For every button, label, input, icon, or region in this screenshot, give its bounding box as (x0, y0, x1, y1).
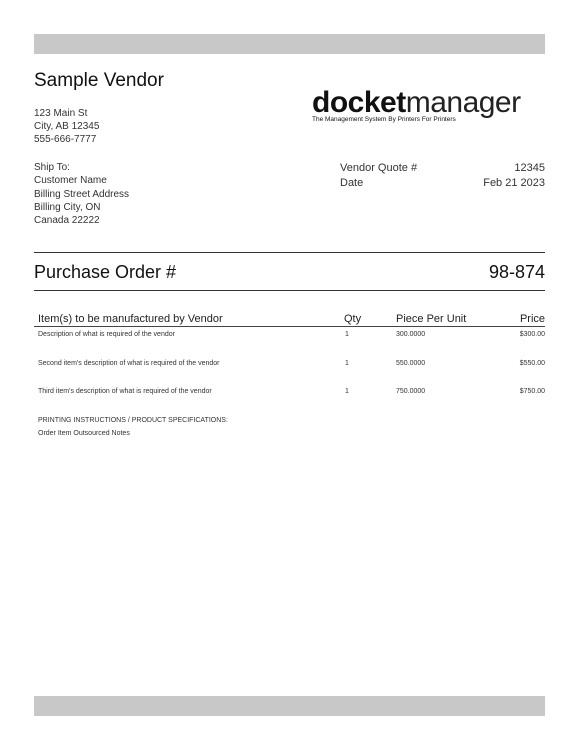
ship-to-block (34, 161, 129, 227)
row-description: Description of what is required of the vendor (38, 331, 175, 338)
quote-value: 12345 (514, 162, 545, 174)
row-price: $750.00 (519, 388, 545, 395)
vendor-name: Sample Vendor (34, 70, 164, 91)
row-qty: 1 (345, 360, 349, 367)
header-bar (34, 34, 545, 54)
quote-row (340, 161, 545, 176)
notes-heading: PRINTING INSTRUCTIONS / PRODUCT SPECIFICATIONS: (38, 417, 228, 424)
header-item: Item(s) to be manufactured by Vendor (38, 313, 223, 325)
quote-meta (340, 161, 545, 191)
divider-top (34, 252, 545, 253)
logo-word-manager: manager (405, 86, 521, 119)
row-piece-per-unit: 300.0000 (396, 331, 426, 338)
printing-instructions (38, 414, 228, 440)
date-row (340, 176, 545, 191)
vendor-city: City, AB 12345 (34, 121, 100, 132)
logo-word-docket: docket (312, 86, 406, 119)
ship-to-street: Billing Street Address (34, 188, 130, 200)
header-price: Price (519, 313, 545, 325)
table-row (0, 360, 579, 372)
footer-bar (34, 696, 545, 716)
table-row (0, 331, 579, 343)
logo-tagline: The Management System By Printers For Printers (312, 116, 456, 123)
row-price: $550.00 (519, 360, 545, 367)
vendor-street: 123 Main St (34, 108, 88, 119)
ship-to-country: Canada 22222 (34, 215, 100, 227)
purchase-order-label: Purchase Order # (34, 262, 177, 282)
ship-to-city: Billing City, ON (34, 201, 101, 213)
row-piece-per-unit: 750.0000 (396, 388, 426, 395)
notes-text: Order Item Outsourced Notes (38, 430, 130, 437)
row-qty: 1 (345, 331, 349, 338)
row-qty: 1 (345, 388, 349, 395)
header-qty: Qty (344, 313, 362, 325)
purchase-order-number: 98-874 (488, 262, 545, 282)
quote-label: Vendor Quote # (340, 162, 418, 174)
ship-to-customer: Customer Name (34, 175, 107, 187)
row-description: Third item's description of what is required of the vendor (38, 388, 212, 395)
date-value: Feb 21 2023 (483, 177, 545, 189)
vendor-address (34, 107, 99, 146)
table-row (0, 388, 579, 400)
row-description: Second item's description of what is required of the vendor (38, 360, 220, 367)
vendor-phone: 555-666-7777 (34, 134, 97, 145)
row-price: $300.00 (519, 331, 545, 338)
divider-bottom (34, 290, 545, 291)
header-piece-per-unit: Piece Per Unit (396, 313, 467, 325)
docket-manager-logo (312, 88, 532, 123)
table-header-divider (34, 326, 545, 327)
date-label: Date (340, 177, 364, 189)
row-piece-per-unit: 550.0000 (396, 360, 426, 367)
ship-to-label: Ship To: (34, 162, 70, 173)
